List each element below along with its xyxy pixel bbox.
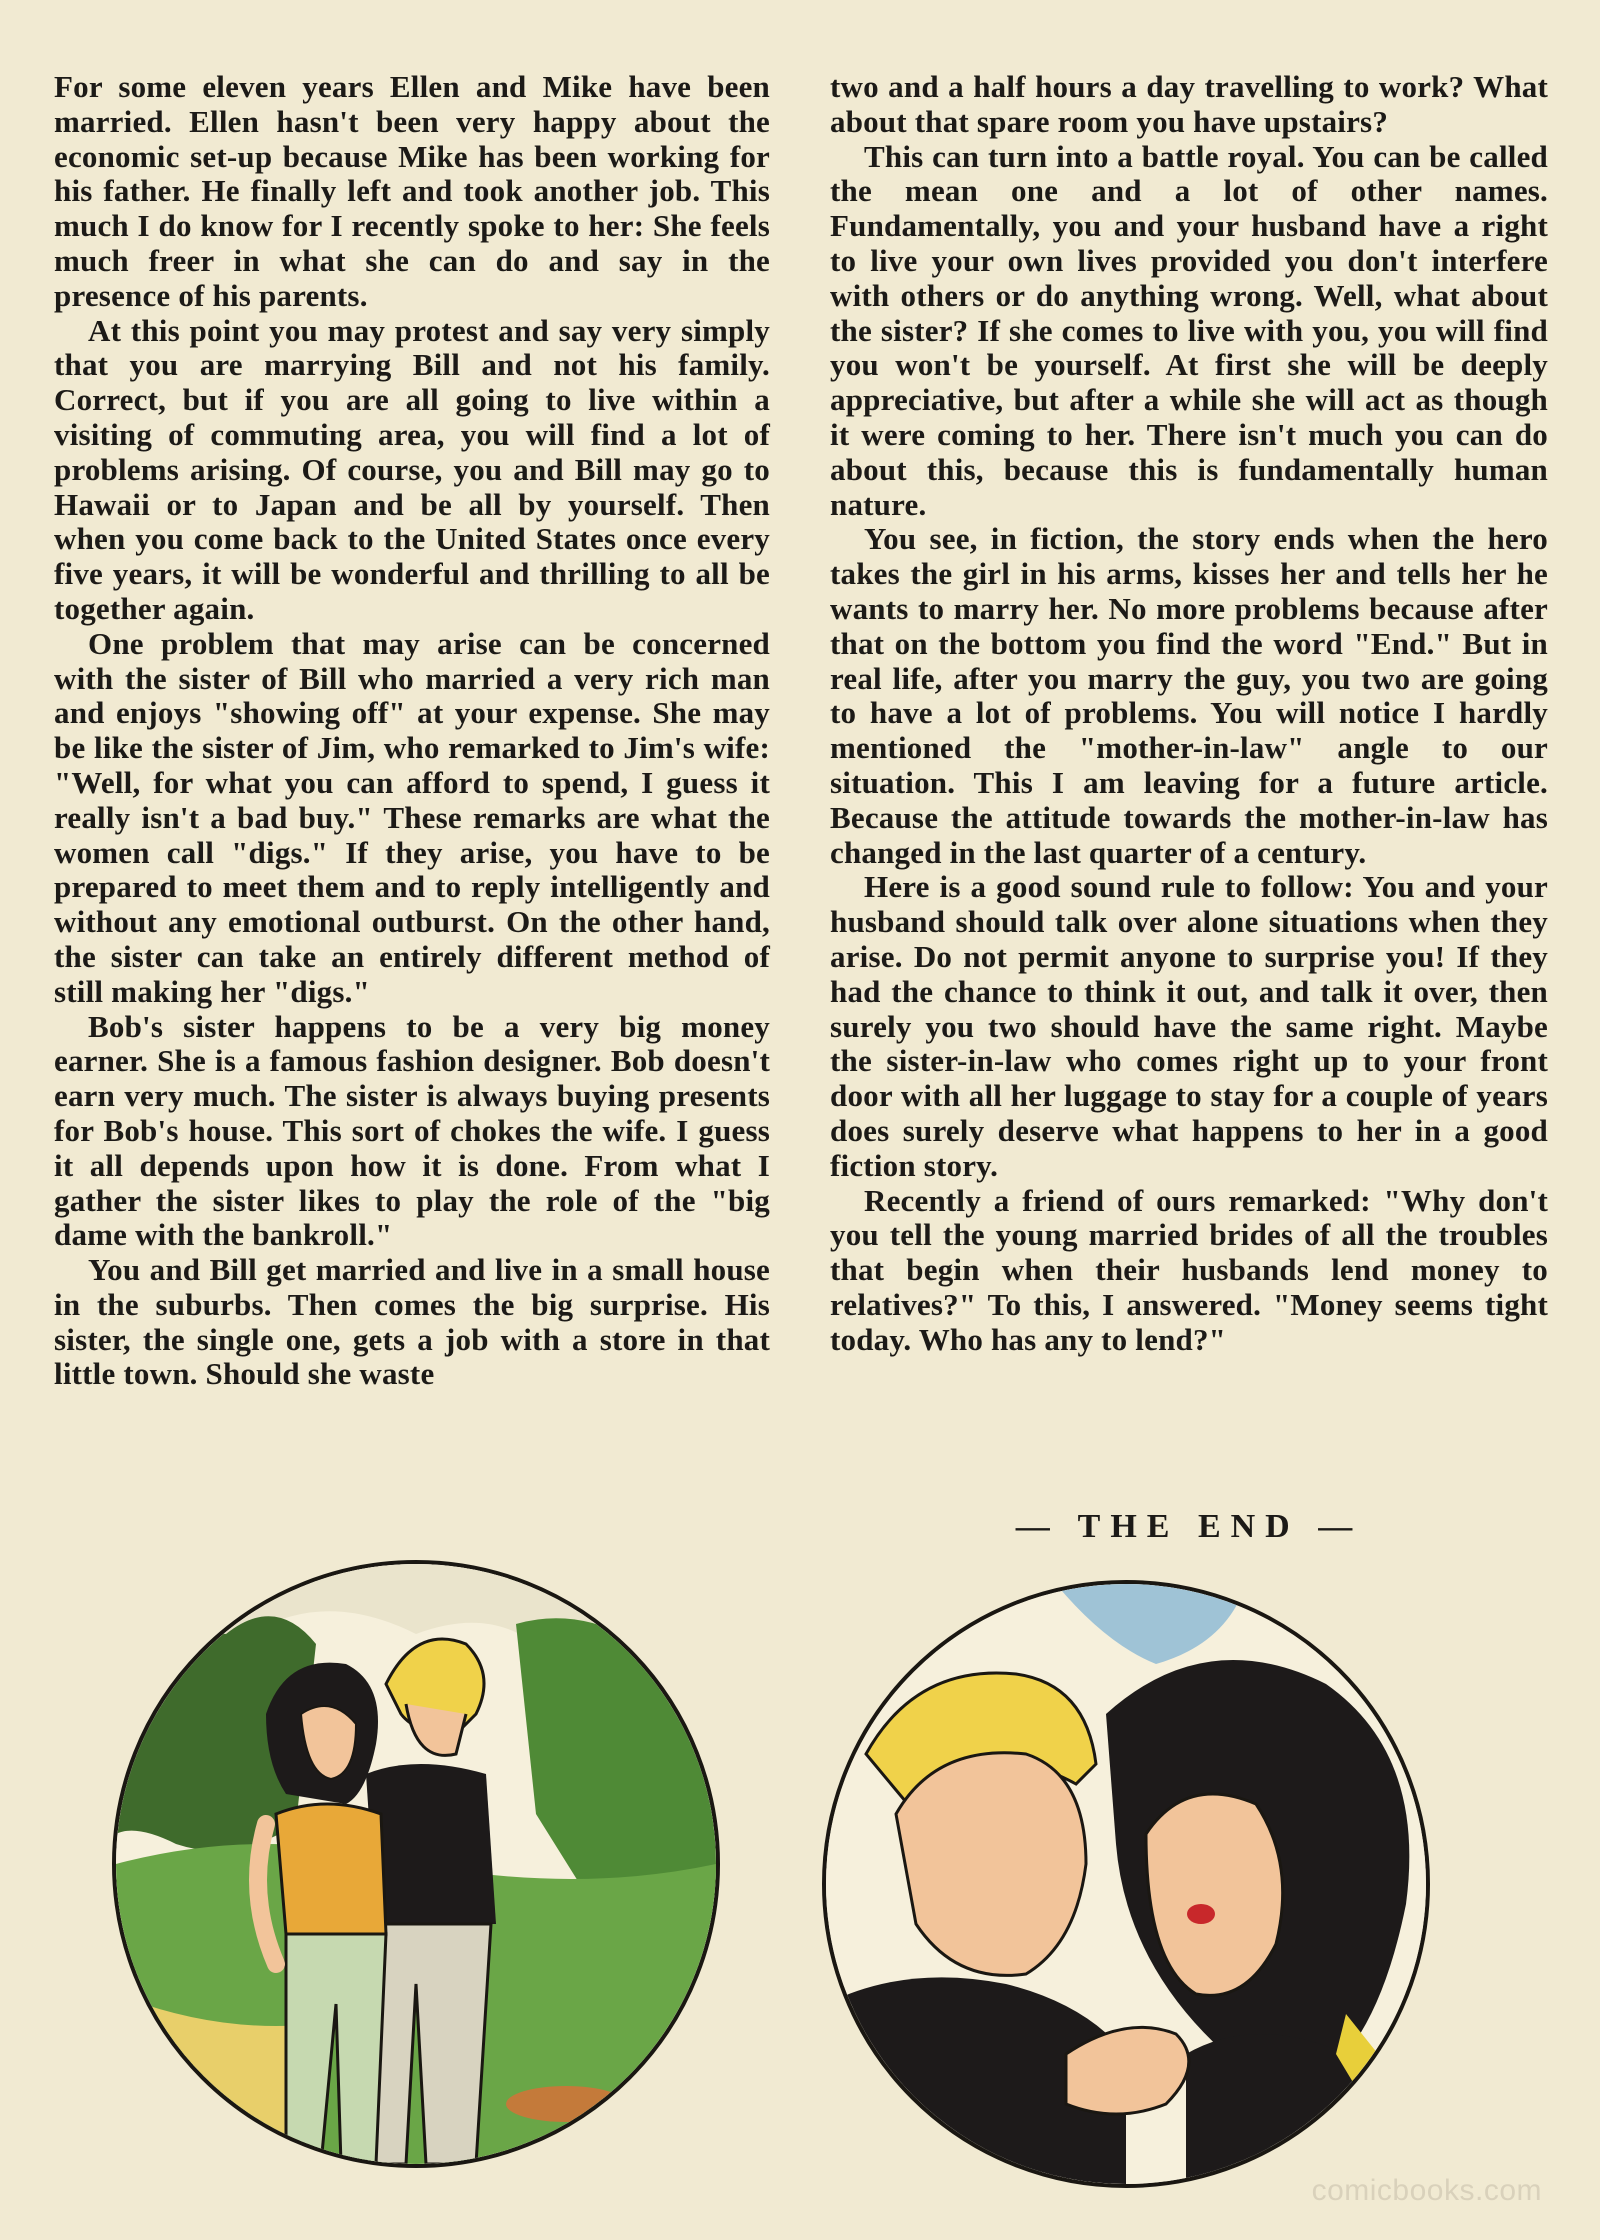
- couple-embrace-illustration: [822, 1580, 1430, 2188]
- article-paragraph: You and Bill get married and live in a small house in the suburbs. Then comes the big surprise. His sister, the single one, gets a job with a store in that little town. Should she waste: [54, 1252, 770, 1392]
- article-paragraph: Here is a good sound rule to follow: You and your husband should talk over alone situations when they arise. Do not permit anyone to surprise you! If they had the chance to think it out, and talk it over, then surely you two should have the same right. Maybe the sister-in-law who comes right up to your front door with all her luggage to stay for a couple of years does surely deserve what happens to her in a good fiction story.: [830, 869, 1548, 1183]
- article-column-left: [54, 70, 770, 1392]
- article-paragraph: This can turn into a battle royal. You can be called the mean one and a lot of other names. Fundamentally, you and your husband have a right to live your own lives provided you don't interfere with others or do anything wrong. Well, what about the sister? If she comes to live with you, you will find you won't be yourself. At first she will be deeply appreciative, but after a while she will act as though it were coming to her. There isn't much you can do about this, because this is fundamentally human nature.: [830, 138, 1548, 522]
- couple-walking-illustration: [112, 1560, 720, 2168]
- article-paragraph: At this point you may protest and say very simply that you are marrying Bill and not his family. Correct, but if you are all going to live within a visiting of commuting area, you will find a lot of problems arising. Of course, you and Bill may go to Hawaii or to Japan and be all by yourself. Then when you come back to the United States once every five years, it will be wonderful and thrilling to all be together again.: [54, 312, 770, 626]
- article-paragraph: Bob's sister happens to be a very big money earner. She is a famous fashion designer. Bob doesn't earn very much. The sister is always buying presents for Bob's house. This sort of chokes the wife. I guess it all depends upon how it is done. From what I gather the sister likes to play the role of the "big dame with the bankroll.": [54, 1008, 770, 1253]
- article-paragraph: Recently a friend of ours remarked: "Why don't you tell the young married brides of all the troubles that begin when their husbands lend money to relatives?" To this, I answered. "Money seems tight today. Who has any to lend?": [830, 1182, 1548, 1357]
- article-paragraph: For some eleven years Ellen and Mike have been married. Ellen hasn't been very happy about the economic set-up because Mike has been working for his father. He finally left and took another job. This much I do know for I recently spoke to her: She feels much freer in what she can do and say in the presence of his parents.: [54, 69, 770, 313]
- couple-embrace-art: [826, 1584, 1426, 2184]
- article-paragraph: You see, in fiction, the story ends when the hero takes the girl in his arms, kisses her and tells her he wants to marry her. No more problems because after that on the bottom you find the word "End." But in real life, after you marry the guy, you two are going to have a lot of problems. You will notice I hardly mentioned the "mother-in-law" angle to our situation. This I am leaving for a future article. Because the attitude towards the mother-in-law has changed in the last quarter of a century.: [830, 521, 1548, 870]
- article-paragraph: two and a half hours a day travelling to work? What about that spare room you have upstairs?: [830, 69, 1548, 139]
- article-column-right: [830, 70, 1548, 1357]
- site-watermark: comicbooks.com: [1311, 2174, 1542, 2207]
- the-end-mark: — THE END —: [1015, 1508, 1363, 1545]
- article-paragraph: One problem that may arise can be concerned with the sister of Bill who married a very rich man and enjoys "showing off" at your expense. She may be like the sister of Jim, who remarked to Jim's wife: "Well, for what you can afford to spend, I guess it really isn't a bad buy." These remarks are what the women call "digs." If they arise, you have to be prepared to meet them and to reply intelligently and without any emotional outburst. On the other hand, the sister can take an entirely different method of still making her "digs.": [54, 625, 770, 1009]
- couple-walking-art: [116, 1564, 716, 2164]
